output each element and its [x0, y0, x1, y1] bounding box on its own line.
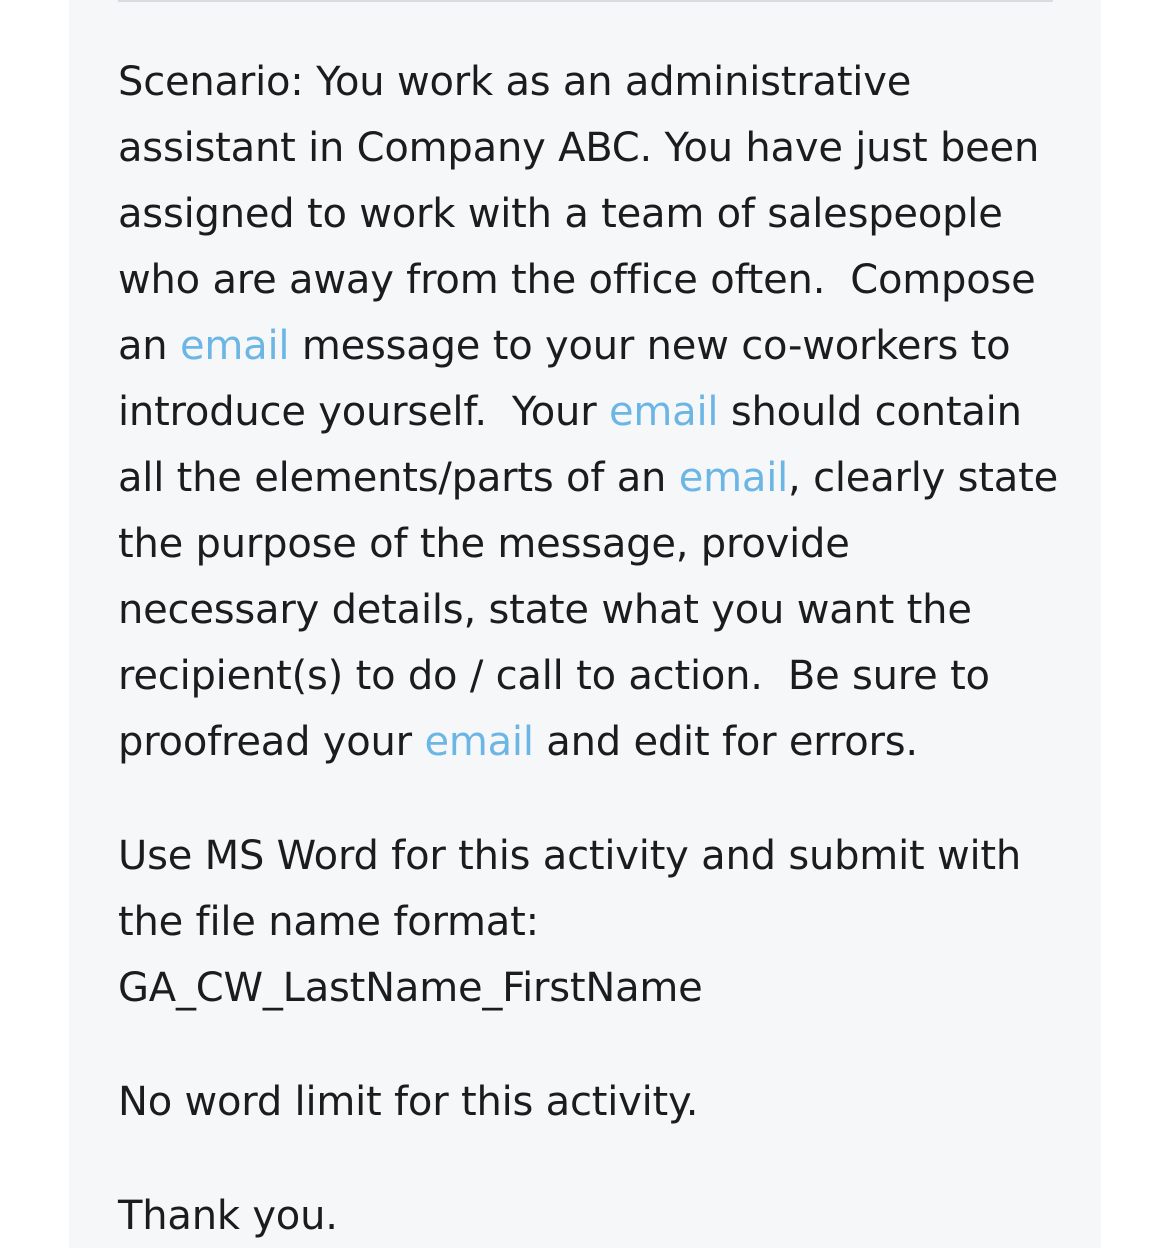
scenario-paragraph: [118, 49, 1078, 775]
email-link[interactable]: email: [424, 719, 534, 765]
text-fragment: and edit for errors.: [533, 719, 918, 765]
word-limit-paragraph: No word limit for this activity.: [118, 1079, 699, 1125]
email-link[interactable]: email: [179, 323, 290, 369]
paragraph-spacer: [118, 775, 1078, 823]
file-name-format: GA_CW_LastName_FirstName: [118, 965, 703, 1011]
email-link[interactable]: email: [608, 389, 719, 435]
paragraph-spacer: [118, 1135, 1078, 1183]
text-line: Use MS Word for this activity and submit with: [118, 833, 1022, 879]
message-body: [118, 49, 1078, 1249]
message-card: [69, 0, 1101, 1248]
text-fragment: should contain: [718, 389, 1022, 435]
text-line: who are away from the office often. Compose: [118, 257, 1036, 303]
instructions-paragraph: [118, 823, 1078, 1021]
text-fragment: proofread your: [118, 719, 425, 765]
text-line: assigned to work with a team of salespeople: [118, 191, 1003, 237]
text-fragment: message to your new co-workers to: [289, 323, 1011, 369]
text-fragment: an: [118, 323, 180, 369]
paragraph-spacer: [118, 1021, 1078, 1069]
text-line: Scenario: You work as an administrative: [118, 59, 912, 105]
text-line: the file name format:: [118, 899, 539, 945]
text-line: assistant in Company ABC. You have just been: [118, 125, 1040, 171]
text-fragment: introduce yourself. Your: [118, 389, 609, 435]
top-divider: [118, 0, 1053, 2]
text-line: necessary details, state what you want the: [118, 587, 972, 633]
text-fragment: , clearly state: [788, 455, 1058, 501]
email-link[interactable]: email: [678, 455, 789, 501]
closing-paragraph: Thank you.: [118, 1193, 338, 1239]
text-fragment: all the elements/parts of an: [118, 455, 679, 501]
text-line: recipient(s) to do / call to action. Be sure to: [118, 653, 990, 699]
text-line: the purpose of the message, provide: [118, 521, 850, 567]
